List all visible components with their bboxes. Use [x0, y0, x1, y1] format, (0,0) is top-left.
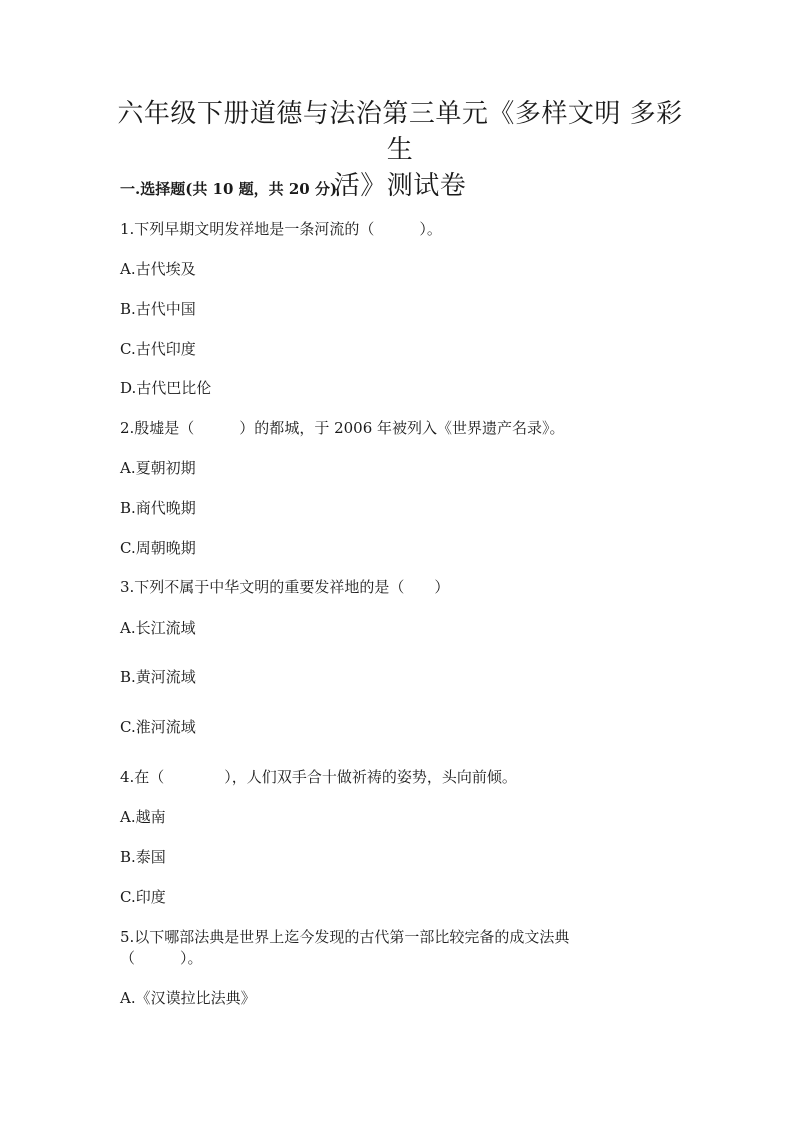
- question-1-option-d: D.古代巴比伦: [120, 379, 212, 397]
- question-1-stem: 1.下列早期文明发祥地是一条河流的（ ）。: [120, 220, 442, 238]
- question-2-option-c: C.周朝晚期: [120, 539, 196, 557]
- question-1-option-b: B.古代中国: [120, 300, 196, 318]
- question-3-option-a: A.长江流域: [120, 619, 196, 637]
- question-2-option-a: A.夏朝初期: [120, 459, 196, 477]
- question-2-stem: 2.殷墟是（ ）的都城，于 2006 年被列入《世界遗产名录》。: [120, 419, 565, 437]
- section-heading: 一.选择题(共 10 题，共 20 分): [120, 180, 338, 198]
- question-2-option-b: B.商代晚期: [120, 499, 196, 517]
- question-5-option-a: A.《汉谟拉比法典》: [120, 989, 256, 1007]
- question-4-stem: 4.在（ ），人们双手合十做祈祷的姿势，头向前倾。: [120, 768, 517, 786]
- question-4-option-c: C.印度: [120, 888, 166, 906]
- question-1-option-c: C.古代印度: [120, 340, 196, 358]
- question-1-option-a: A.古代埃及: [120, 260, 196, 278]
- question-3-option-c: C.淮河流域: [120, 718, 196, 736]
- question-3-stem: 3.下列不属于中华文明的重要发祥地的是（ ）: [120, 578, 450, 596]
- question-4-option-b: B.泰国: [120, 848, 166, 866]
- title-line-2: 活》测试卷: [333, 171, 467, 201]
- question-5-stem-continued: （ ）。: [120, 949, 203, 967]
- question-4-option-a: A.越南: [120, 808, 166, 826]
- title-line-1: 六年级下册道德与法治第三单元《多样文明 多彩生: [117, 99, 683, 165]
- question-3-option-b: B.黄河流域: [120, 668, 196, 686]
- question-5-stem: 5.以下哪部法典是世界上迄今发现的古代第一部比较完备的成文法典: [120, 928, 570, 946]
